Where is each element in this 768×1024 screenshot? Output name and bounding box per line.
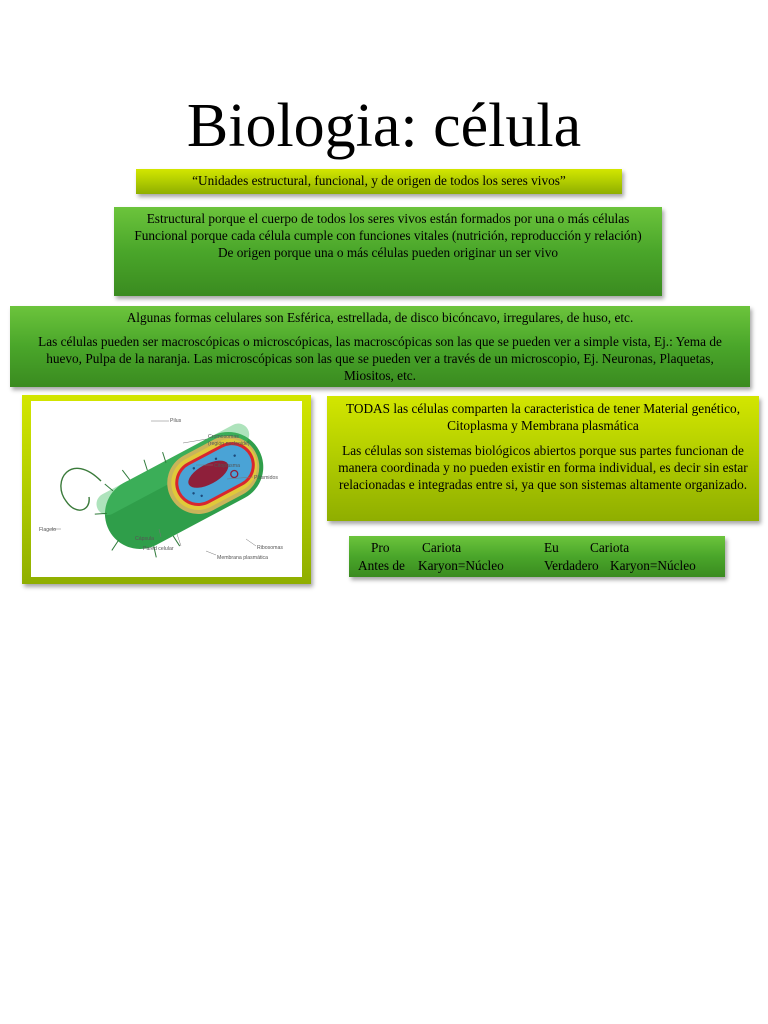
cariota-label-1: Cariota [422,540,462,555]
label-pilus: Pilus [170,418,182,424]
antes-de-label: Antes de [358,558,405,573]
label-citoplasma: Citoplasma [214,463,240,469]
cell-diagram-frame [22,395,311,584]
label-region-nucleoide: (región nucleoide) [208,441,250,447]
definition-structural: Estructural porque el cuerpo de todos los seres vivos están formados por una o más células [146,211,630,226]
cariota-label-2: Cariota [590,540,630,555]
quote-text: “Unidades estructural, funcional, y de origen de todos los seres vivos” [192,173,566,188]
label-flagelo: Flagelo [39,527,57,533]
bacteria-illustration [31,401,302,577]
quote-box [136,169,622,194]
verdadero-label: Verdadero [544,558,599,573]
pro-label: Pro [371,540,390,555]
page-title: Biologia: célula [186,92,582,160]
cariota-row-1 [349,539,725,557]
label-capsula: Cápsula [135,536,155,542]
open-systems-text: Las células son sistemas biológicos abiertos porque sus partes funcionan de manera coordinada y no pueden existir en forma individual, es decir sin estar relacionadas e integradas entre si, ya que son sistemas altamente organizado. [338,443,748,492]
eu-label: Eu [544,540,559,555]
karyon-label-1: Karyon=Núcleo [418,558,504,573]
flagellum-shape [61,468,101,510]
common-features-text: TODAS las células comparten la caracteristica de tener Material genético, Citoplasma y Membrana plasmática [345,401,741,433]
label-membrana: Membrana plasmática [217,555,269,561]
definitions-box [114,207,662,296]
cell-forms-box [10,306,750,387]
label-ribosomas: Ribosomas [257,545,283,551]
cell-size-text: Las células pueden ser macroscópicas o microscópicas, las macroscópicas son las que se pueden ver a simple vista, Ej.: Yema de huevo, Pulpa de la naranja. Las microscópicas son las que se pueden ver a través de un microscopio, Ej. Neuronas, Plaquetas, Miositos, etc. [38,334,722,383]
label-pared-celular: Pared celular [143,546,174,552]
cell-diagram [31,401,302,577]
common-features-box [327,396,759,521]
cariota-box [349,536,725,577]
label-plasmidos: Plásmidos [254,475,278,481]
karyon-label-2: Karyon=Núcleo [610,558,696,573]
cariota-row-2 [349,557,725,575]
definition-functional: Funcional porque cada célula cumple con funciones vitales (nutrición, reproducción y relación) [134,228,642,243]
label-cromosomas: Cromosomas [208,434,239,440]
definition-origin: De origen porque una o más células pueden originar un ser vivo [217,245,559,260]
cell-forms-text: Algunas formas celulares son Esférica, estrellada, de disco bicóncavo, irregulares, de huso, etc. [126,310,634,325]
